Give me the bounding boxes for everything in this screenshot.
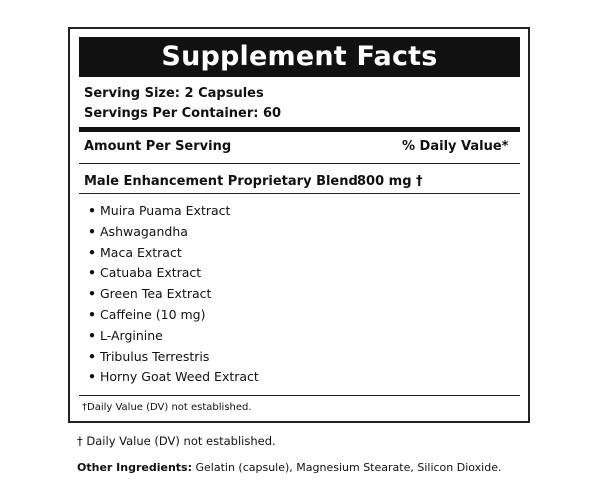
panel-title: Supplement Facts [79,37,520,77]
divider [79,163,520,164]
bullet-icon: • [88,244,96,260]
dv-footnote-outer: † Daily Value (DV) not established. [77,434,276,448]
blend-amount: 800 mg † [357,174,423,189]
ingredient-name: Maca Extract [100,244,182,260]
supplement-facts-panel [68,27,530,423]
bullet-icon: • [88,286,96,302]
bullet-icon: • [88,306,96,322]
bullet-icon: • [88,327,96,343]
other-ingredients-label: Other Ingredients: [77,461,192,474]
dv-footnote: †Daily Value (DV) not established. [82,402,252,413]
ingredient-name: Green Tea Extract [100,286,212,302]
ingredient-list [88,201,259,388]
list-item [88,305,259,326]
list-item [88,263,259,284]
bullet-icon: • [88,265,96,281]
divider [79,193,520,194]
bullet-icon: • [88,223,96,239]
ingredient-name: Muira Puama Extract [100,203,231,218]
ingredient-name: Horny Goat Weed Extract [100,369,259,385]
bullet-icon: • [88,203,96,218]
ingredient-name: Ashwagandha [100,223,188,239]
ingredient-name: L-Arginine [100,327,163,343]
thick-divider [79,127,520,132]
bullet-icon: • [88,348,96,364]
servings-per-container: Servings Per Container: 60 [84,106,282,121]
list-item [88,201,259,222]
ingredient-name: Caffeine (10 mg) [100,306,206,322]
list-item [88,326,259,347]
blend-name: Male Enhancement Proprietary Blend [84,174,358,189]
daily-value-header: % Daily Value* [402,139,509,154]
list-item [88,367,259,388]
bullet-icon: • [88,369,96,385]
list-item [88,243,259,264]
divider [79,395,520,396]
serving-size: Serving Size: 2 Capsules [84,86,264,101]
ingredient-name: Catuaba Extract [100,265,202,281]
other-ingredients-value: Gelatin (capsule), Magnesium Stearate, Silicon Dioxide. [191,461,502,474]
list-item [88,284,259,305]
amount-per-serving-label: Amount Per Serving [84,139,232,154]
ingredient-name: Tribulus Terrestris [100,348,210,364]
other-ingredients [77,460,501,476]
list-item [88,222,259,243]
serving-info [84,84,281,124]
list-item [88,347,259,368]
